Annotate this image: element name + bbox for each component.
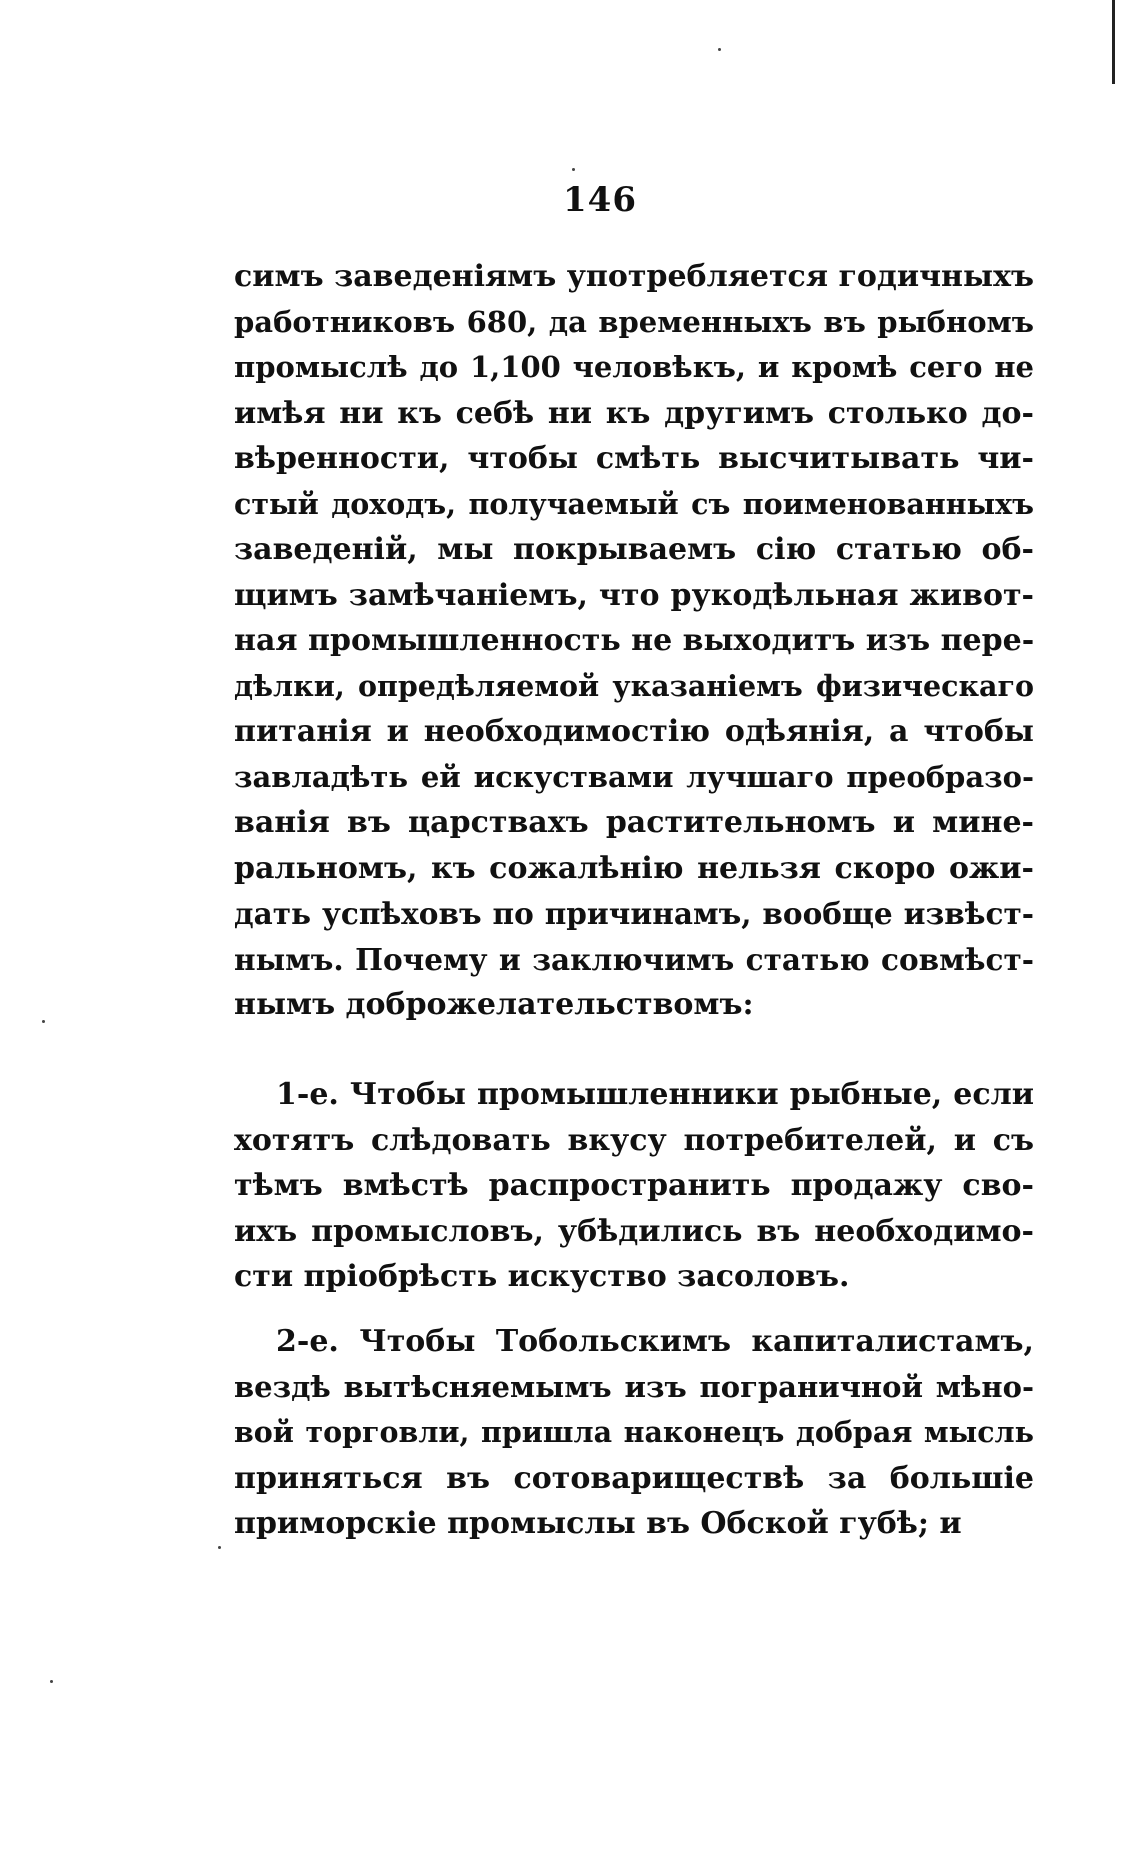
paragraph-item-1 (234, 1072, 1034, 1300)
text-line: ральномъ, къ сожалѣнію нельзя скоро ожи- (234, 850, 1034, 886)
text-line: симъ заведеніямъ употребляется годичныхъ (234, 259, 1034, 294)
text-line: сти пріобрѣсть искуство засоловъ. (234, 1259, 850, 1294)
text-line: промыслѣ до 1,100 человѣкъ, и кромѣ сего не (234, 350, 1034, 384)
print-speck (572, 168, 575, 171)
text-line: ванія въ царствахъ растительномъ и мине- (234, 805, 1034, 840)
paragraph-item-2 (234, 1319, 1034, 1547)
text-line: завладѣть ей искуствами лучшаго преобразо- (234, 759, 1034, 794)
print-speck (718, 48, 721, 51)
text-line: стый доходъ, получаемый съ поименованныхъ (234, 486, 1034, 521)
print-speck (42, 1020, 45, 1023)
text-line: вой торговли, пришла наконецъ добрая мысль (234, 1415, 1034, 1449)
text-line: хотятъ слѣдовать вкусу потребителей, и съ (234, 1122, 1034, 1158)
text-line: 1-е. Чтобы промышленники рыбные, если (276, 1077, 1034, 1112)
print-speck (50, 1680, 53, 1683)
print-speck (218, 1546, 221, 1549)
page-edge-line (1112, 0, 1115, 84)
text-line: дѣлки, опредѣляемой указаніемъ физическаго (234, 668, 1034, 703)
text-line: нымъ. Почему и заключимъ статью совмѣст- (234, 941, 1034, 977)
text-line: работниковъ 680, да временныхъ въ рыбномъ (234, 304, 1034, 339)
text-line: приморскіе промыслы въ Обской губѣ; и (234, 1506, 962, 1541)
text-line: щимъ замѣчаніемъ, что рукодѣльная живот- (234, 577, 1034, 613)
page-number: 146 (563, 180, 637, 220)
text-line: питанія и необходимостію одѣянія, а чтобы (234, 714, 1034, 749)
text-line: ная промышленность не выходитъ изъ пере- (234, 623, 1035, 658)
text-line: 2-е. Чтобы Тобольскимъ капиталистамъ, (276, 1324, 1034, 1359)
text-line: вездѣ вытѣсняемымъ изъ пограничной мѣно- (234, 1369, 1034, 1404)
text-line: имѣя ни къ себѣ ни къ другимъ столько до- (234, 395, 1034, 431)
text-line: тѣмъ вмѣстѣ распространить продажу сво- (234, 1168, 1034, 1203)
text-line: дать успѣховъ по причинамъ, вообще извѣст- (234, 896, 1034, 931)
text-line: приняться въ сотовариществѣ за большіе (234, 1460, 1034, 1496)
paragraph-continuation (234, 254, 1034, 1028)
text-line: ихъ промысловъ, убѣдились въ необходимо- (234, 1213, 1034, 1249)
text-line: нымъ доброжелательствомъ: (234, 987, 754, 1022)
text-line: вѣренности, чтобы смѣть высчитывать чи- (234, 441, 1034, 476)
text-line: заведеній, мы покрываемъ сію статью об- (234, 532, 1034, 567)
